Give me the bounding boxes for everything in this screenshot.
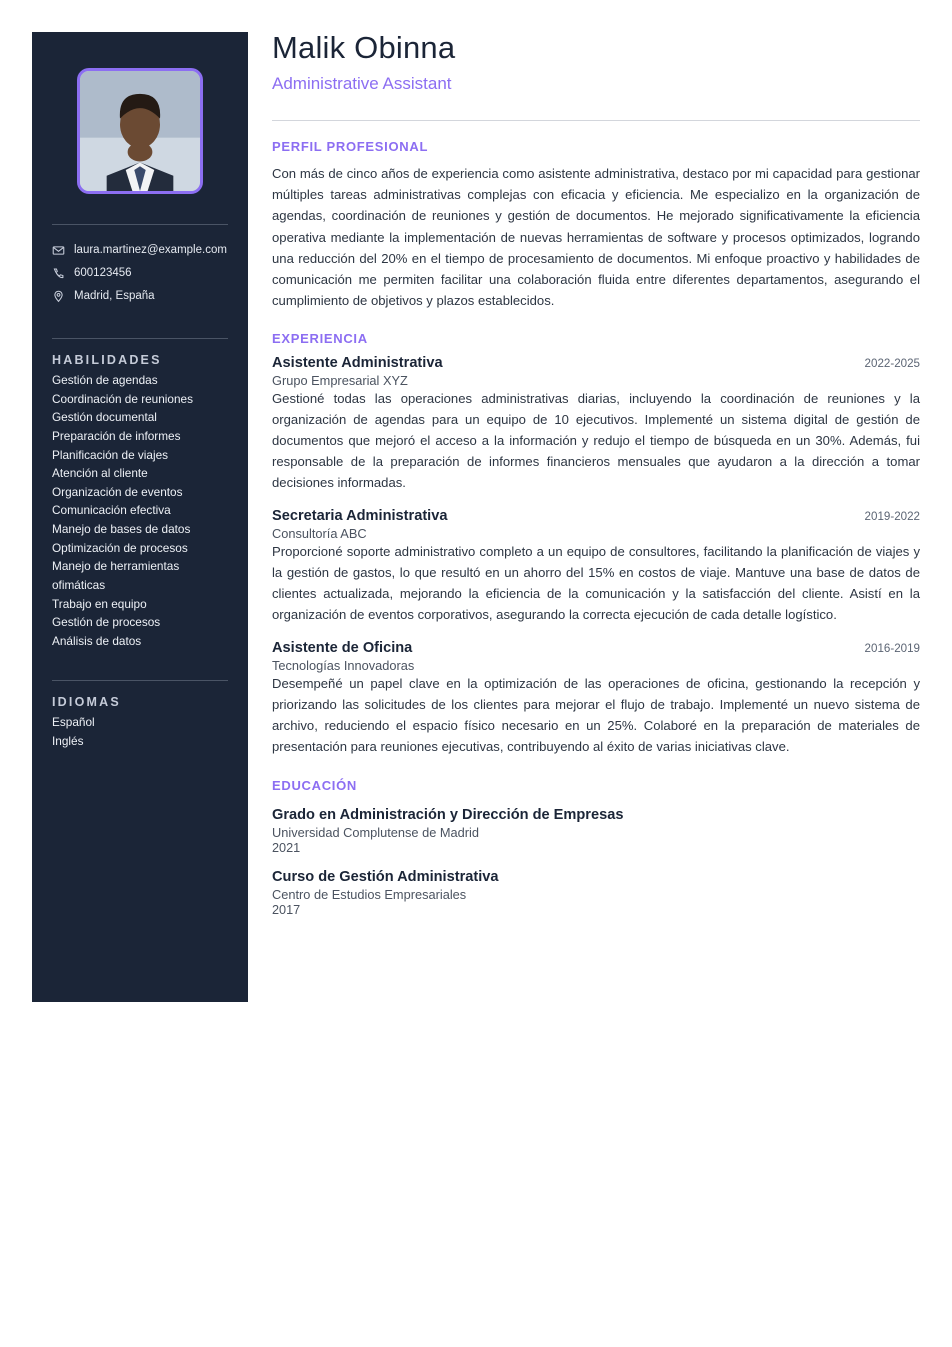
- sidebar-divider-top: [52, 224, 228, 225]
- entry-title: Grado en Administración y Dirección de Empresas: [272, 806, 624, 823]
- experience-entry: [272, 355, 920, 494]
- entry-date: 2019-2022: [864, 510, 920, 524]
- entry-title: Asistente Administrativa: [272, 355, 443, 372]
- experience-entry: [272, 640, 920, 758]
- list-item: Planificación de viajes: [52, 447, 169, 462]
- list-item: Optimización de procesos: [52, 540, 188, 555]
- section-profile: [272, 139, 920, 311]
- entry-title: Curso de Gestión Administrativa: [272, 868, 499, 885]
- list-item: Coordinación de reuniones: [52, 391, 194, 406]
- list-item: Atención al cliente: [52, 466, 148, 481]
- entry-title: Secretaria Administrativa: [272, 508, 448, 525]
- contact-phone-text: 600123456: [74, 266, 132, 279]
- sidebar-divider-languages: [52, 680, 228, 681]
- page-title: Malik Obinna: [272, 30, 456, 65]
- list-item: Español: [52, 715, 95, 730]
- list-item: Gestión de procesos: [52, 615, 161, 630]
- profile-text: Con más de cinco años de experiencia como asistente administrativa, destaco por mi capacidad para gestionar múltiples tareas administrativas complejas con eficacia y eficiencia. Me especializo en la organización de agendas, coordinación de reuniones y gestión de documentos. He mejorado significativamente la eficiencia operativa mediante la implementación de nuevas herramientas de software y procesos optimizados, logrando una reducción del 20% en el tiempo de procesamiento de documentos. Mi enfoque proactivo y habilidades de comunicación me permiten facilitar una colaboración fluida entre diferentes departamentos, asegurando el cumplimiento de objetivos y plazos establecidos.: [272, 166, 920, 309]
- list-item: Comunicación efectiva: [52, 503, 171, 518]
- list-item: Manejo de bases de datos: [52, 522, 191, 536]
- list-item: Manejo de herramientas ofimáticas: [52, 559, 180, 592]
- education-heading: EDUCACIÓN: [272, 777, 358, 793]
- education-entry: [272, 869, 920, 917]
- list-item: Organización de eventos: [52, 484, 183, 499]
- entry-year: 2021: [272, 840, 301, 855]
- experience-entry: [272, 508, 920, 626]
- list-item: Gestión de agendas: [52, 373, 158, 387]
- section-education: [272, 778, 920, 917]
- languages-heading: IDIOMAS: [52, 695, 121, 710]
- contact-email-text: laura.martinez@example.com: [74, 243, 227, 256]
- location-pin-icon: [52, 290, 65, 303]
- entry-description: Desempeñé un papel clave en la optimización de las operaciones de oficina, gestionando la recepción y priorizando las solicitudes de los clientes para mejorar el flujo de trabajo. Implementé un nuevo sistema de archivo, reduciendo el espacio físico necesario en un 25%. Colaboré en la preparación de materiales de presentación para reuniones ejecutivas, contribuyendo al éxito de varias iniciativas clave.: [272, 675, 920, 754]
- experience-heading: EXPERIENCIA: [272, 331, 368, 347]
- entry-header: [272, 640, 920, 656]
- entry-header: [272, 355, 920, 371]
- header-rule: [272, 120, 920, 121]
- entry-institution: Centro de Estudios Empresariales: [272, 886, 467, 902]
- job-title: Administrative Assistant: [272, 74, 452, 93]
- entry-institution: Universidad Complutense de Madrid: [272, 824, 479, 840]
- contact-item-location[interactable]: [52, 285, 228, 308]
- entry-title: Asistente de Oficina: [272, 639, 413, 656]
- list-item: Inglés: [52, 734, 84, 748]
- sidebar: [32, 32, 248, 1002]
- contact-item-phone[interactable]: [52, 262, 228, 285]
- entry-company: Consultoría ABC: [272, 526, 367, 542]
- list-item: Gestión documental: [52, 410, 157, 425]
- section-experience: [272, 331, 920, 757]
- entry-date: 2022-2025: [864, 357, 920, 371]
- entry-year: 2017: [272, 902, 301, 917]
- avatar: [77, 68, 203, 194]
- main-content: [272, 30, 920, 917]
- entry-company: Tecnologías Innovadoras: [272, 657, 415, 673]
- education-entry: [272, 807, 920, 855]
- list-item: Preparación de informes: [52, 428, 181, 443]
- phone-icon: [52, 267, 65, 280]
- entry-company: Grupo Empresarial XYZ: [272, 373, 408, 389]
- entry-description: Proporcioné soporte administrativo completo a un equipo de consultores, facilitando la planificación de viajes y la gestión de gastos, lo que resultó en un ahorro del 15% en costos de viaje. Mantuve una base de datos de clientes actualizada, mejorando la eficiencia de la comunicación y la satisfacción del cliente. Asistí en la organización de eventos corporativos, asegurando la correcta ejecución de cada detalle logístico.: [272, 544, 920, 622]
- entry-description: Gestioné todas las operaciones administrativas diarias, incluyendo la coordinación de reuniones y la organización de agendas para un equipo de 10 ejecutivos. Implementé un sistema digital de gestión de documentos que mejoró el acceso a la información y redujo el tiempo de búsqueda en un 30%. Además, fui responsable de la preparación de informes financieros mensuales que ayudaron a la dirección a tomar decisiones informadas.: [272, 391, 920, 491]
- languages-list: [52, 713, 228, 750]
- contact-item-email[interactable]: [52, 239, 228, 262]
- profile-heading: PERFIL PROFESIONAL: [272, 139, 429, 154]
- skills-heading: HABILIDADES: [52, 353, 162, 367]
- envelope-icon: [52, 244, 65, 257]
- sidebar-divider-skills: [52, 338, 228, 339]
- list-item: Trabajo en equipo: [52, 596, 147, 611]
- entry-header: [272, 508, 920, 524]
- contact-location-text: Madrid, España: [74, 289, 155, 302]
- skills-list: [52, 371, 228, 650]
- entry-date: 2016-2019: [864, 641, 920, 655]
- contact-list: [52, 239, 228, 308]
- list-item: Análisis de datos: [52, 633, 142, 648]
